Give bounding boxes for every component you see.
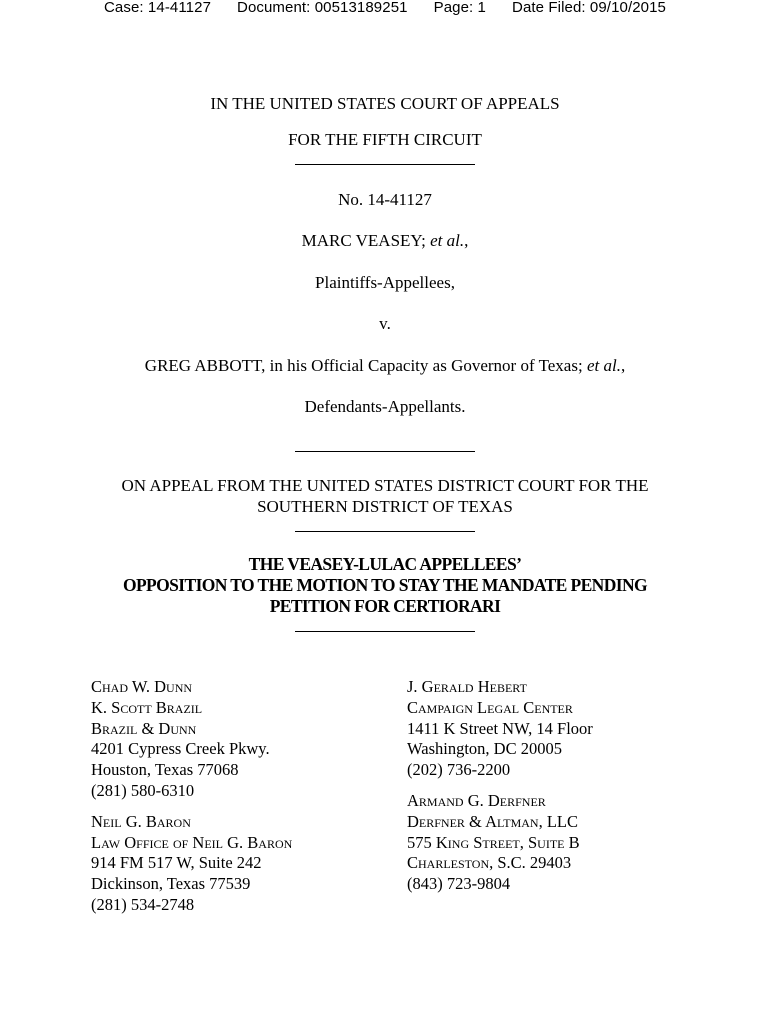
counsel-name: Neil G. Baron <box>91 811 191 831</box>
divider-1 <box>295 164 475 165</box>
counsel-block-right <box>407 677 593 895</box>
counsel-name: J. Gerald Hebert <box>407 677 527 696</box>
defendant-etal: et al. <box>586 356 621 375</box>
counsel-block-left <box>91 677 292 916</box>
plaintiff-line <box>0 230 770 251</box>
versus: v. <box>379 314 391 333</box>
counsel-phone: (202) 736-2200 <box>407 760 511 780</box>
document-title-line3: PETITION FOR CERTIORARI <box>269 596 501 616</box>
counsel-phone: (281) 580-6310 <box>91 780 195 800</box>
plaintiff-etal: et al. <box>430 231 465 250</box>
header-case: Case: 14-41127 <box>103 0 212 16</box>
counsel-address: Dickinson, Texas 77539 <box>91 874 251 894</box>
divider-2 <box>295 451 475 452</box>
counsel-address: 575 King Street, Suite B <box>407 832 580 852</box>
appeal-line2: SOUTHERN DISTRICT OF TEXAS <box>257 497 513 516</box>
counsel-firm: Campaign Legal Center <box>407 697 573 717</box>
counsel-phone: (843) 723-9804 <box>407 874 511 894</box>
counsel-address: Washington, DC 20005 <box>407 739 562 759</box>
counsel-address: Houston, Texas 77068 <box>91 760 239 780</box>
header-date-filed: Date Filed: 09/10/2015 <box>512 0 666 16</box>
defendant-role: Defendants-Appellants. <box>304 397 466 416</box>
document-title-line2: OPPOSITION TO THE MOTION TO STAY THE MANDATE PENDING <box>122 575 648 595</box>
counsel-spacer <box>91 802 292 812</box>
counsel-address: 1411 K Street NW, 14 Floor <box>407 718 593 738</box>
defendant-name: GREG ABBOTT, in his Official Capacity as Governor of Texas; <box>144 356 587 375</box>
counsel-address: 914 FM 517 W, Suite 242 <box>91 853 262 873</box>
court-name-line1: IN THE UNITED STATES COURT OF APPEALS <box>210 94 560 113</box>
counsel-name: Chad W. Dunn <box>91 677 193 696</box>
plaintiff-comma: , <box>464 231 469 250</box>
counsel-name: Armand G. Derfner <box>407 790 546 810</box>
counsel-firm: Derfner & Altman, LLC <box>407 811 578 831</box>
defendant-line <box>0 355 770 376</box>
plaintiff-role: Plaintiffs-Appellees, <box>315 273 455 292</box>
counsel-firm: Brazil & Dunn <box>91 718 197 738</box>
counsel-firm: Law Office of Neil G. Baron <box>91 832 293 852</box>
counsel-phone: (281) 534-2748 <box>91 894 195 914</box>
counsel-spacer <box>407 781 593 791</box>
counsel-address: 4201 Cypress Creek Pkwy. <box>91 739 270 759</box>
header-document: Document: 00513189251 <box>237 0 408 16</box>
divider-3 <box>295 531 475 532</box>
case-number: No. 14-41127 <box>338 190 432 209</box>
defendant-comma: , <box>620 356 626 375</box>
counsel-address: Charleston, S.C. 29403 <box>407 853 572 873</box>
header-page: Page: 1 <box>433 0 487 16</box>
counsel-line: K. Scott Brazil <box>91 697 203 717</box>
ecf-header <box>0 0 770 16</box>
document-title-line1: THE VEASEY-LULAC APPELLEES’ <box>248 554 522 574</box>
divider-4 <box>295 631 475 632</box>
court-name-line2: FOR THE FIFTH CIRCUIT <box>288 130 482 149</box>
plaintiff-name: MARC VEASEY; <box>301 231 431 250</box>
appeal-line1: ON APPEAL FROM THE UNITED STATES DISTRICT COURT FOR THE <box>121 476 649 495</box>
